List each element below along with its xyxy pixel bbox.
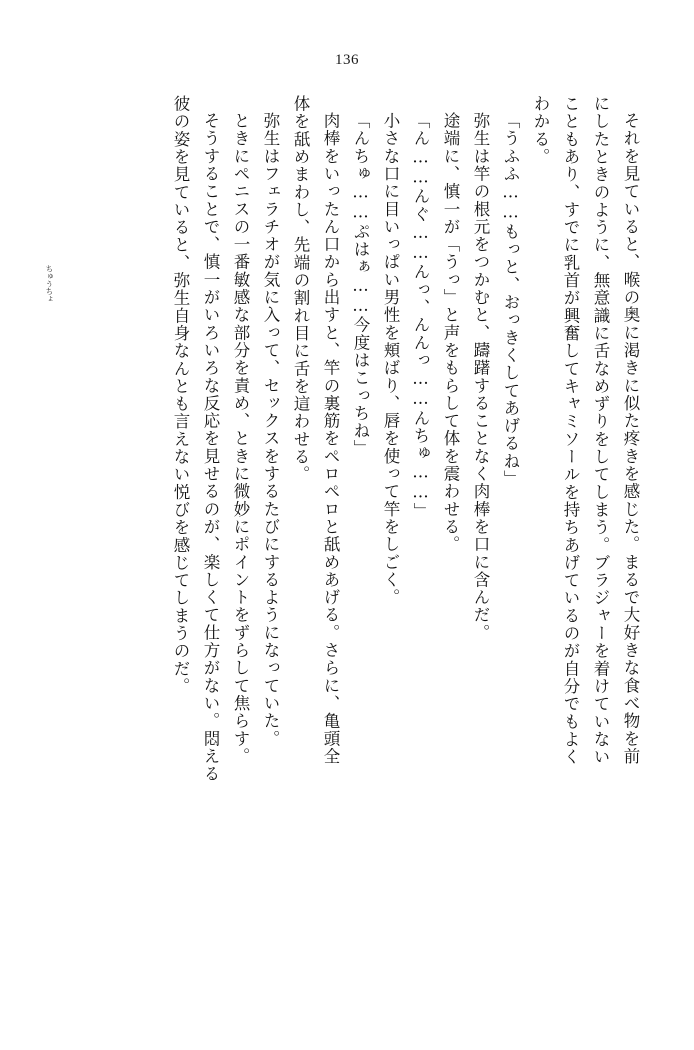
text-column: それを見ていると、喉の奥に渇きに似た疼きを感じた。まるで大好きな食べ物を前 [621, 112, 640, 766]
text-column: ときにペニスの一番敏感な部分を責め、ときに微妙にポイントをずらして焦らす。 [231, 112, 250, 766]
page-number: 136 [335, 52, 359, 68]
text-column: にしたときのように、無意識に舌なめずりをしてしまう。ブラジャーを着けていない [591, 95, 610, 766]
text-column: わかる。 [531, 95, 550, 166]
text-column: そうすることで、慎一がいろいろな反応を見せるのが、楽しくて仕方がない。悶える [201, 112, 220, 783]
text-column: 「ん……んぐ……んっ、んんっ……んちゅ……」 [411, 112, 430, 521]
text-column-body: 弥生は竿の根元をつかむと、躊躇することなく肉棒を口に含んだ。 [471, 112, 490, 642]
text-column: 肉棒をいったん口から出すと、竿の裏筋をペロペロと舐めあげる。さらに、亀頭全 [321, 112, 340, 766]
text-column: 体を舐めまわし、先端の割れ目に舌を這わせる。 [291, 95, 310, 484]
vertical-text-block [44, 95, 640, 975]
text-column: こともあり、すでに乳首が興奮してキャミソールを持ちあげているのが自分でもよく [561, 95, 580, 766]
text-column: 「うふふ……もっと、おっきくしてあげるね」 [501, 112, 520, 488]
text-column: 途端に、慎一が「うっ」と声をもらして体を震わせる。 [441, 112, 460, 554]
ruby-annotation: ちゅうちょ [44, 265, 54, 303]
text-column: 弥生はフェラチオが気に入って、セックスをするたびにするようになっていた。 [261, 112, 280, 748]
text-column: 小さな口に目いっぱい男性を頬ばり、唇を使って竿をしごく。 [381, 112, 400, 607]
text-column: 彼の姿を見ていると、弥生自身なんとも言えない悦びを感じてしまうのだ。 [171, 95, 190, 696]
text-column: 「んちゅ……ぷはぁ……今度はこっちね」 [351, 112, 370, 458]
